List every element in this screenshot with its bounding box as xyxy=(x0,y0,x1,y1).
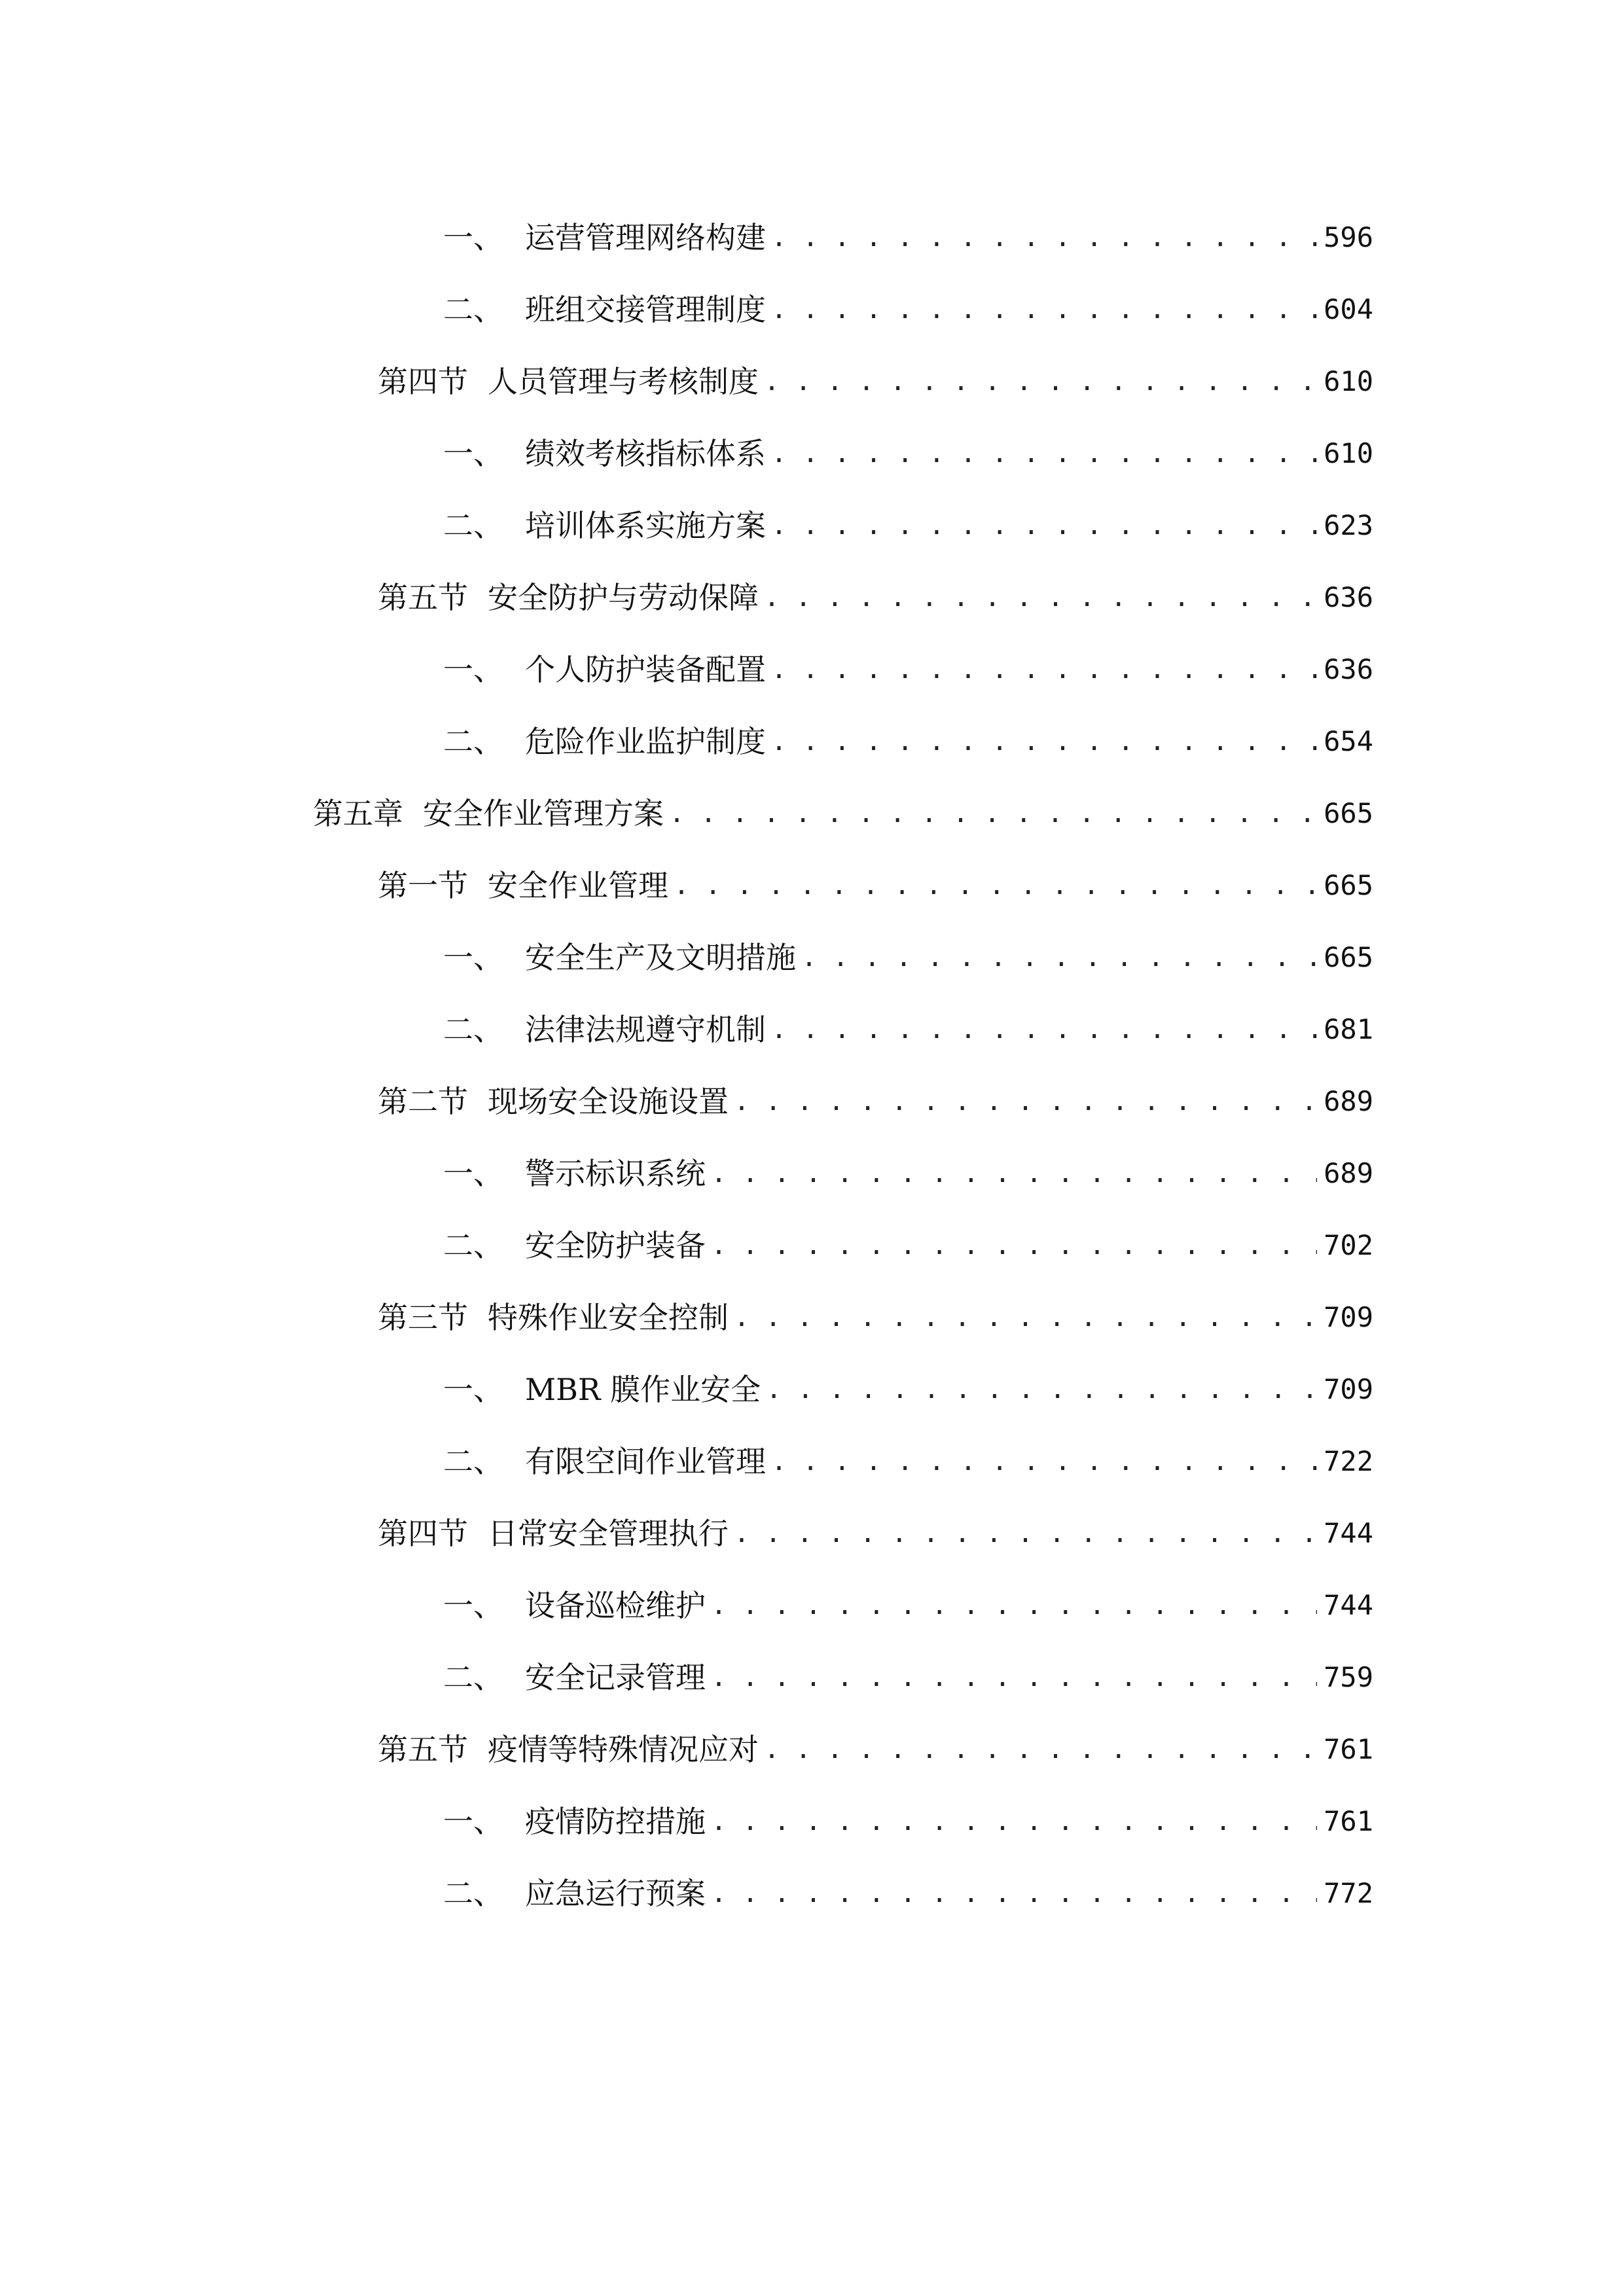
toc-entry[interactable] xyxy=(0,634,1624,706)
toc-entry-number: 二、 xyxy=(443,1228,503,1263)
toc-entry-title: 疫情等特殊情况应对 xyxy=(488,1732,759,1767)
toc-dot-leader xyxy=(711,1138,1317,1210)
toc-entry-number: 一、 xyxy=(443,1804,503,1839)
toc-dot-leader xyxy=(711,1857,1317,1929)
toc-entry[interactable] xyxy=(0,778,1624,850)
toc-entry[interactable] xyxy=(0,850,1624,922)
toc-entry-title: 人员管理与考核制度 xyxy=(488,364,759,399)
toc-entry-number: 二、 xyxy=(443,1012,503,1047)
toc-dot-leader xyxy=(711,1785,1317,1857)
toc-entry-title: 安全作业管理 xyxy=(488,868,668,903)
toc-entry[interactable] xyxy=(0,274,1624,346)
toc-entry-page: 761 xyxy=(1324,1805,1373,1837)
toc-entry[interactable] xyxy=(0,994,1624,1066)
toc-dot-leader xyxy=(771,634,1317,706)
toc-entry-title: 班组交接管理制度 xyxy=(525,292,766,327)
toc-entry[interactable] xyxy=(0,1426,1624,1498)
toc-entry[interactable] xyxy=(0,1713,1624,1785)
toc-entry-title: 特殊作业安全控制 xyxy=(488,1300,729,1335)
toc-entry[interactable] xyxy=(0,1138,1624,1210)
toc-entry-number: 二、 xyxy=(443,1444,503,1479)
toc-entry-number: 一、 xyxy=(443,220,503,255)
toc-dot-leader xyxy=(771,994,1317,1066)
toc-dot-leader xyxy=(711,1641,1317,1713)
toc-entry-number: 二、 xyxy=(443,1660,503,1695)
toc-entry[interactable] xyxy=(0,1498,1624,1570)
toc-entry-title: 安全作业管理方案 xyxy=(423,796,664,831)
toc-entry-page: 689 xyxy=(1324,1085,1373,1117)
toc-dot-leader xyxy=(734,1282,1317,1354)
toc-entry-number: 一、 xyxy=(443,436,503,471)
toc-dot-leader xyxy=(764,1713,1317,1785)
toc-dot-leader xyxy=(801,922,1317,994)
toc-entry-number: 一、 xyxy=(443,652,503,687)
toc-dot-leader xyxy=(771,490,1317,562)
toc-entry-number: 第四节 xyxy=(378,1516,468,1551)
toc-entry-number: 一、 xyxy=(443,940,503,975)
toc-entry-title: 运营管理网络构建 xyxy=(525,220,766,255)
toc-entry-number: 第五节 xyxy=(378,580,468,615)
toc-entry-title: 安全防护装备 xyxy=(525,1228,706,1263)
toc-entry-number: 第五章 xyxy=(313,796,403,831)
toc-entry-page: 759 xyxy=(1324,1661,1373,1693)
toc-entry-title: 危险作业监护制度 xyxy=(525,724,766,759)
toc-dot-leader xyxy=(674,850,1317,922)
toc-entry-title: 应急运行预案 xyxy=(525,1876,706,1911)
toc-dot-leader xyxy=(711,1570,1317,1641)
toc-entry[interactable] xyxy=(0,490,1624,562)
toc-entry-number: 第二节 xyxy=(378,1084,468,1119)
toc-entry[interactable] xyxy=(0,922,1624,994)
toc-entry[interactable] xyxy=(0,418,1624,490)
toc-entry[interactable] xyxy=(0,1641,1624,1713)
toc-entry-title: 绩效考核指标体系 xyxy=(525,436,766,471)
toc-entry-number: 第五节 xyxy=(378,1732,468,1767)
toc-entry[interactable] xyxy=(0,346,1624,418)
toc-entry-page: 596 xyxy=(1324,221,1373,253)
table-of-contents xyxy=(0,202,1624,1929)
toc-entry-number: 第一节 xyxy=(378,868,468,903)
toc-entry-page: 681 xyxy=(1324,1013,1373,1045)
toc-entry[interactable] xyxy=(0,202,1624,274)
toc-dot-leader xyxy=(734,1498,1317,1570)
toc-dot-leader xyxy=(669,778,1317,850)
toc-entry-page: 744 xyxy=(1324,1589,1373,1621)
toc-entry-number: 二、 xyxy=(443,1876,503,1911)
toc-entry[interactable] xyxy=(0,1282,1624,1354)
toc-entry-title: 个人防护装备配置 xyxy=(525,652,766,687)
toc-entry-page: 761 xyxy=(1324,1733,1373,1765)
toc-entry-title: 安全记录管理 xyxy=(525,1660,706,1695)
toc-entry-page: 610 xyxy=(1324,365,1373,397)
toc-dot-leader xyxy=(711,1210,1317,1282)
toc-entry-title: MBR 膜作业安全 xyxy=(525,1372,761,1407)
toc-entry-number: 第三节 xyxy=(378,1300,468,1335)
toc-entry-page: 665 xyxy=(1324,941,1373,973)
toc-entry-page: 610 xyxy=(1324,437,1373,469)
toc-entry-number: 一、 xyxy=(443,1372,503,1407)
toc-dot-leader xyxy=(771,706,1317,778)
toc-dot-leader xyxy=(771,274,1317,346)
toc-entry-page: 772 xyxy=(1324,1877,1373,1909)
toc-entry-title: 培训体系实施方案 xyxy=(525,508,766,543)
toc-dot-leader xyxy=(771,202,1317,274)
toc-entry-number: 第四节 xyxy=(378,364,468,399)
toc-entry-title: 现场安全设施设置 xyxy=(488,1084,729,1119)
toc-entry-title: 安全生产及文明措施 xyxy=(525,940,796,975)
toc-entry-title: 安全防护与劳动保障 xyxy=(488,580,759,615)
toc-entry[interactable] xyxy=(0,562,1624,634)
toc-entry-number: 一、 xyxy=(443,1588,503,1623)
toc-entry-title: 疫情防控措施 xyxy=(525,1804,706,1839)
toc-entry-page: 623 xyxy=(1324,509,1373,541)
toc-entry-page: 665 xyxy=(1324,869,1373,901)
toc-entry-page: 744 xyxy=(1324,1517,1373,1549)
toc-dot-leader xyxy=(771,418,1317,490)
toc-entry[interactable] xyxy=(0,1570,1624,1641)
toc-entry-page: 636 xyxy=(1324,581,1373,613)
toc-entry-page: 709 xyxy=(1324,1301,1373,1333)
toc-entry-page: 604 xyxy=(1324,293,1373,325)
toc-entry-number: 二、 xyxy=(443,724,503,759)
toc-entry-number: 一、 xyxy=(443,1156,503,1191)
toc-entry[interactable] xyxy=(0,706,1624,778)
toc-dot-leader xyxy=(764,562,1317,634)
toc-dot-leader xyxy=(734,1066,1317,1138)
toc-entry-page: 689 xyxy=(1324,1157,1373,1189)
toc-entry[interactable] xyxy=(0,1785,1624,1857)
toc-dot-leader xyxy=(771,1426,1317,1498)
toc-dot-leader xyxy=(764,346,1317,418)
toc-entry-page: 654 xyxy=(1324,725,1373,757)
toc-entry-page: 709 xyxy=(1324,1373,1373,1405)
toc-entry[interactable] xyxy=(0,1354,1624,1426)
toc-entry-page: 636 xyxy=(1324,653,1373,685)
toc-entry-number: 二、 xyxy=(443,508,503,543)
toc-entry-title: 法律法规遵守机制 xyxy=(525,1012,766,1047)
toc-entry[interactable] xyxy=(0,1857,1624,1929)
toc-entry-number: 二、 xyxy=(443,292,503,327)
toc-entry-page: 665 xyxy=(1324,797,1373,829)
toc-dot-leader xyxy=(766,1354,1317,1426)
toc-entry[interactable] xyxy=(0,1066,1624,1138)
toc-entry-title: 有限空间作业管理 xyxy=(525,1444,766,1479)
toc-entry-title: 警示标识系统 xyxy=(525,1156,706,1191)
toc-entry-title: 日常安全管理执行 xyxy=(488,1516,729,1551)
toc-entry-page: 722 xyxy=(1324,1445,1373,1477)
toc-entry[interactable] xyxy=(0,1210,1624,1282)
toc-entry-page: 702 xyxy=(1324,1229,1373,1261)
toc-entry-title: 设备巡检维护 xyxy=(525,1588,706,1623)
